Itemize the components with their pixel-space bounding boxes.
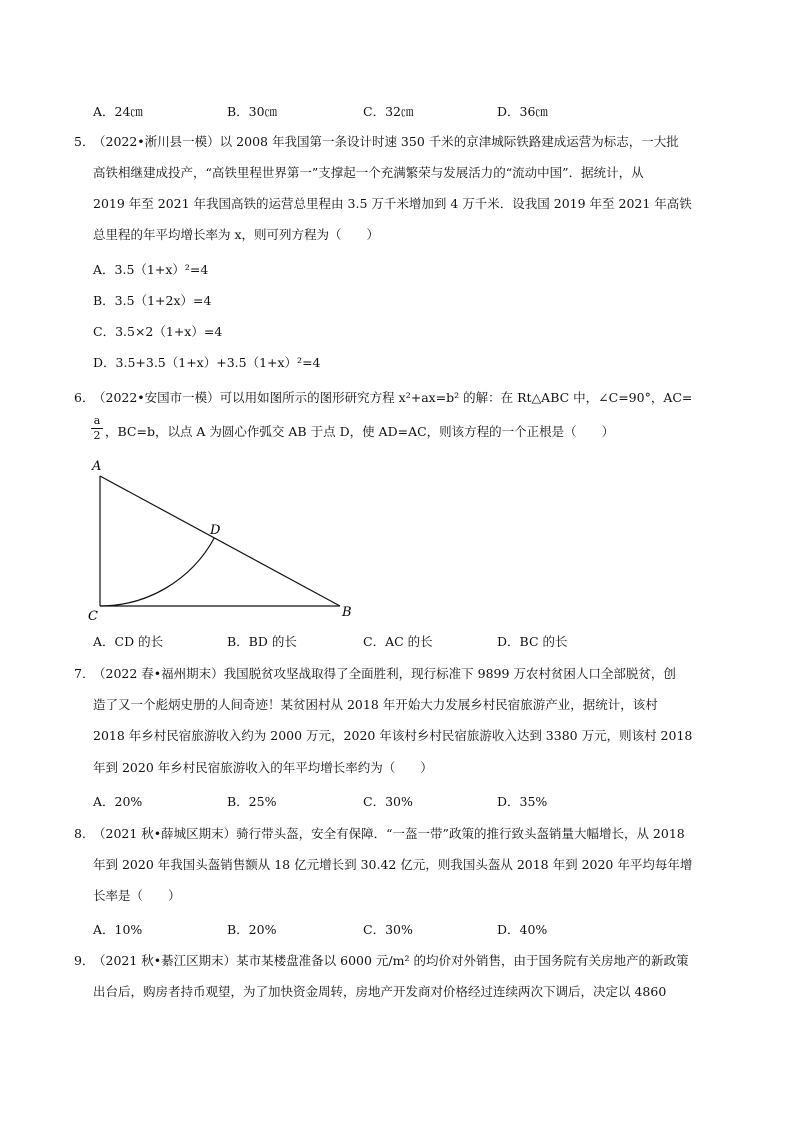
q5-number: 5． xyxy=(74,134,95,149)
q4-option-d: D．36㎝ xyxy=(497,104,548,119)
q8-option-d: D．40% xyxy=(497,922,548,937)
q7-option-b: B．25% xyxy=(227,794,277,809)
q5-stem-line-4: 总里程的年平均增长率为 x，则可列方程为（ ） xyxy=(93,227,380,242)
q4-option-c: C．32㎝ xyxy=(363,104,414,119)
q6-option-c: C．AC 的长 xyxy=(363,634,433,649)
q7-option-d: D．35% xyxy=(497,794,548,809)
q9-stem-line-1: （2021 秋•綦江区期末）某市某楼盘准备以 6000 元/m² 的均价对外销售，由于国务院有关房地产的新政策 xyxy=(93,953,689,968)
q5-option-c: C．3.5×2（1+x）=4 xyxy=(93,324,223,339)
q5-option-a: A．3.5（1+x）²=4 xyxy=(93,262,209,277)
q7-options xyxy=(93,794,733,810)
arc-cd xyxy=(100,538,214,606)
q8-options xyxy=(93,922,733,938)
q4-options xyxy=(93,104,733,120)
q6-option-b: B．BD 的长 xyxy=(227,634,297,649)
q8-stem-line-3: 长率是（ ） xyxy=(93,888,181,903)
label-a: A xyxy=(92,459,102,474)
q6-stem-line-2: ，BC=b，以点 A 为圆心作弧交 AB 于点 D，使 AD=AC，则该方程的一个正根是（ ） xyxy=(105,424,615,439)
q7-stem-line-2: 造了又一个彪炳史册的人间奇迹！某贫困村从 2018 年开始大力发展乡村民宿旅游产业，据统计，该村 xyxy=(93,697,658,712)
side-ab xyxy=(100,476,340,606)
q8-option-c: C．30% xyxy=(363,922,413,937)
label-b: B xyxy=(342,605,352,620)
q8-option-a: A．10% xyxy=(93,922,143,937)
q7-option-c: C．30% xyxy=(363,794,413,809)
label-d: D xyxy=(210,523,221,538)
q5-stem-line-2: 高铁相继建成投产，“高铁里程世界第一”支撑起一个充满繁荣与发展活力的“流动中国”．据统计，从 xyxy=(93,165,644,180)
q7-stem-line-3: 2018 年乡村民宿旅游收入约为 2000 万元，2020 年该村乡村民宿旅游收入达到 3380 万元，则该村 2018 xyxy=(93,728,693,743)
q8-number: 8． xyxy=(74,826,95,841)
q7-option-a: A．20% xyxy=(93,794,143,809)
q5-option-b: B．3.5（1+2x）=4 xyxy=(93,293,212,308)
right-triangle-figure xyxy=(86,456,366,628)
q7-stem-line-4: 年到 2020 年乡村民宿旅游收入的年平均增长率约为（ ） xyxy=(93,760,433,775)
q5-stem-line-3: 2019 年至 2021 年我国高铁的运营总里程由 3.5 万千米增加到 4 万千米．设我国 2019 年至 2021 年高铁 xyxy=(93,196,692,211)
q6-fraction-numerator: a xyxy=(93,414,101,427)
q6-stem-line-1: （2022•安国市一模）可以用如图所示的图形研究方程 x²+ax=b² 的解：在 Rt△ABC 中，∠C=90°，AC= xyxy=(93,390,693,405)
q6-option-a: A．CD 的长 xyxy=(93,634,164,649)
q6-fraction-denominator: 2 xyxy=(93,429,101,442)
q8-option-b: B．20% xyxy=(227,922,277,937)
q7-stem-line-1: （2022 春•福州期末）我国脱贫攻坚战取得了全面胜利，现行标准下 9899 万农村贫困人口全部脱贫，创 xyxy=(93,666,676,681)
label-c: C xyxy=(88,609,98,624)
q6-options xyxy=(93,634,733,650)
q7-number: 7． xyxy=(74,666,95,681)
q8-stem-line-1: （2021 秋•薛城区期末）骑行带头盔，安全有保障．“一盔一带”政策的推行致头盔销量大幅增长，从 2018 xyxy=(93,826,685,841)
q4-option-b: B．30㎝ xyxy=(227,104,278,119)
q8-stem-line-2: 年到 2020 年我国头盔销售额从 18 亿元增长到 30.42 亿元，则我国头盔从 2018 年到 2020 年平均每年增 xyxy=(93,857,693,872)
q6-number: 6． xyxy=(74,390,95,405)
q9-number: 9． xyxy=(74,953,95,968)
q6-option-d: D．BC 的长 xyxy=(497,634,568,649)
q4-option-a: A．24㎝ xyxy=(93,104,143,119)
q9-stem-line-2: 出台后，购房者持币观望，为了加快资金周转，房地产开发商对价格经过连续两次下调后，决定以 4860 xyxy=(93,984,667,999)
q5-stem-line-1: （2022•淅川县一模）以 2008 年我国第一条设计时速 350 千米的京津城际铁路建成运营为标志，一大批 xyxy=(93,134,679,149)
q5-option-d: D．3.5+3.5（1+x）+3.5（1+x）²=4 xyxy=(93,355,321,370)
q6-fraction xyxy=(91,415,103,442)
